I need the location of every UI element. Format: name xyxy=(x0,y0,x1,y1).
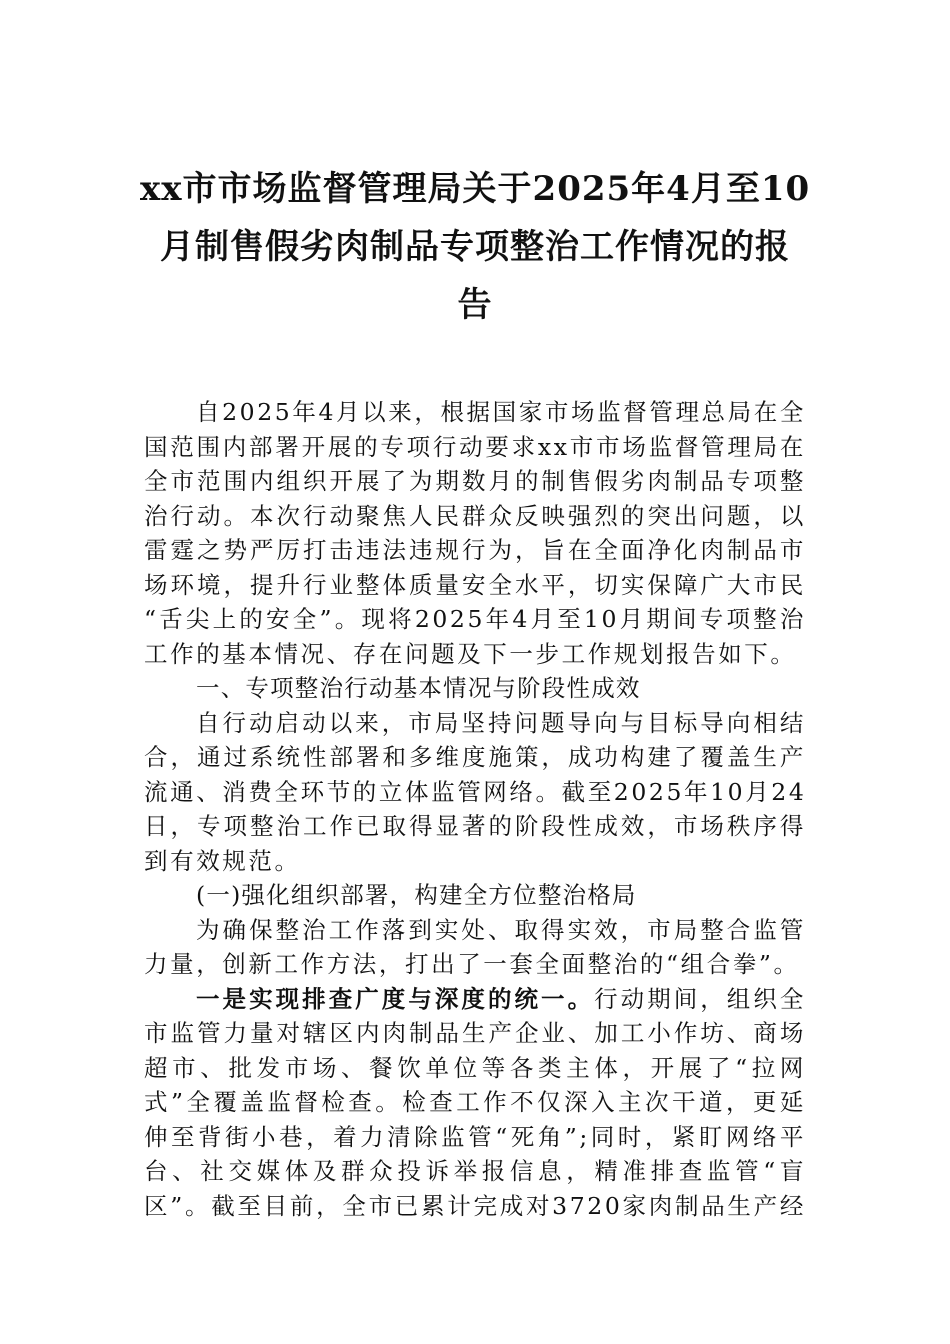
document-body xyxy=(144,395,806,1223)
text-run: 行动期间，组织全 xyxy=(594,984,806,1013)
text-line: 流通、消费全环节的立体监管网络。截至2025年10月24 xyxy=(144,777,807,806)
text-line: 台、社交媒体及群众投诉举报信息，精准排查监管“盲 xyxy=(144,1157,806,1185)
text-line: “舌尖上的安全”。现将2025年4月至10月期间专项整治 xyxy=(144,605,806,633)
text-line: 国范围内部署开展的专项行动要求xx市市场监督管理局在 xyxy=(144,432,806,461)
bold-lead-text: 一是实现排查广度与深度的统一。 xyxy=(196,984,595,1013)
text-line: 市监管力量对辖区内肉制品生产企业、加工小作坊、商场 xyxy=(144,1019,806,1047)
text-line: 超市、批发市场、餐饮单位等各类主体，开展了“拉网 xyxy=(144,1053,806,1082)
text-line: 为确保整治工作落到实处、取得实效，市局整合监管 xyxy=(196,915,806,944)
title-line: 告 xyxy=(457,285,493,325)
text-line: 场环境，提升行业整体质量安全水平，切实保障广大市民 xyxy=(144,570,806,599)
text-line: 区”。截至目前，全市已累计完成对3720家肉制品生产经 xyxy=(144,1191,806,1220)
text-line: 到有效规范。 xyxy=(144,846,301,875)
text-line: 自行动启动以来，市局坚持问题导向与目标导向相结 xyxy=(196,708,806,737)
text-line: 式”全覆盖监督检查。检查工作不仅深入主次干道，更延 xyxy=(144,1088,806,1116)
text-line: 治行动。本次行动聚焦人民群众反映强烈的突出问题，以 xyxy=(144,501,806,530)
text-line: 工作的基本情况、存在问题及下一步工作规划报告如下。 xyxy=(144,639,797,668)
text-line: 伸至背街小巷，着力清除监管“死角”;同时，紧盯网络平 xyxy=(144,1122,806,1151)
title-line: xx市市场监督管理局关于2025年4月至10 xyxy=(140,169,811,209)
text-line: 自2025年4月以来，根据国家市场监督管理总局在全 xyxy=(196,398,806,426)
text-line: 全市范围内组织开展了为期数月的制售假劣肉制品专项整 xyxy=(144,467,806,495)
subsection-paragraph xyxy=(144,982,806,1224)
text-line: 合，通过系统性部署和多维度施策，成功构建了覆盖生产 xyxy=(144,743,806,771)
title-line: 月制售假劣肉制品专项整治工作情况的报 xyxy=(160,227,790,267)
subsection-paragraph xyxy=(144,913,806,982)
section-heading: 一、专项整治行动基本情况与阶段性成效 xyxy=(196,674,641,702)
document-title xyxy=(140,160,810,334)
intro-paragraph xyxy=(144,395,806,671)
subsection-heading: (一)强化组织部署，构建全方位整治格局 xyxy=(196,881,637,909)
text-line: 力量，创新工作方法，打出了一套全面整治的“组合拳”。 xyxy=(144,950,800,978)
text-line xyxy=(144,982,806,1017)
text-line: 雷霆之势严厉打击违法违规行为，旨在全面净化肉制品市 xyxy=(144,536,806,564)
text-line: 日，专项整治工作已取得显著的阶段性成效，市场秩序得 xyxy=(144,812,806,840)
section-paragraph xyxy=(144,706,806,879)
